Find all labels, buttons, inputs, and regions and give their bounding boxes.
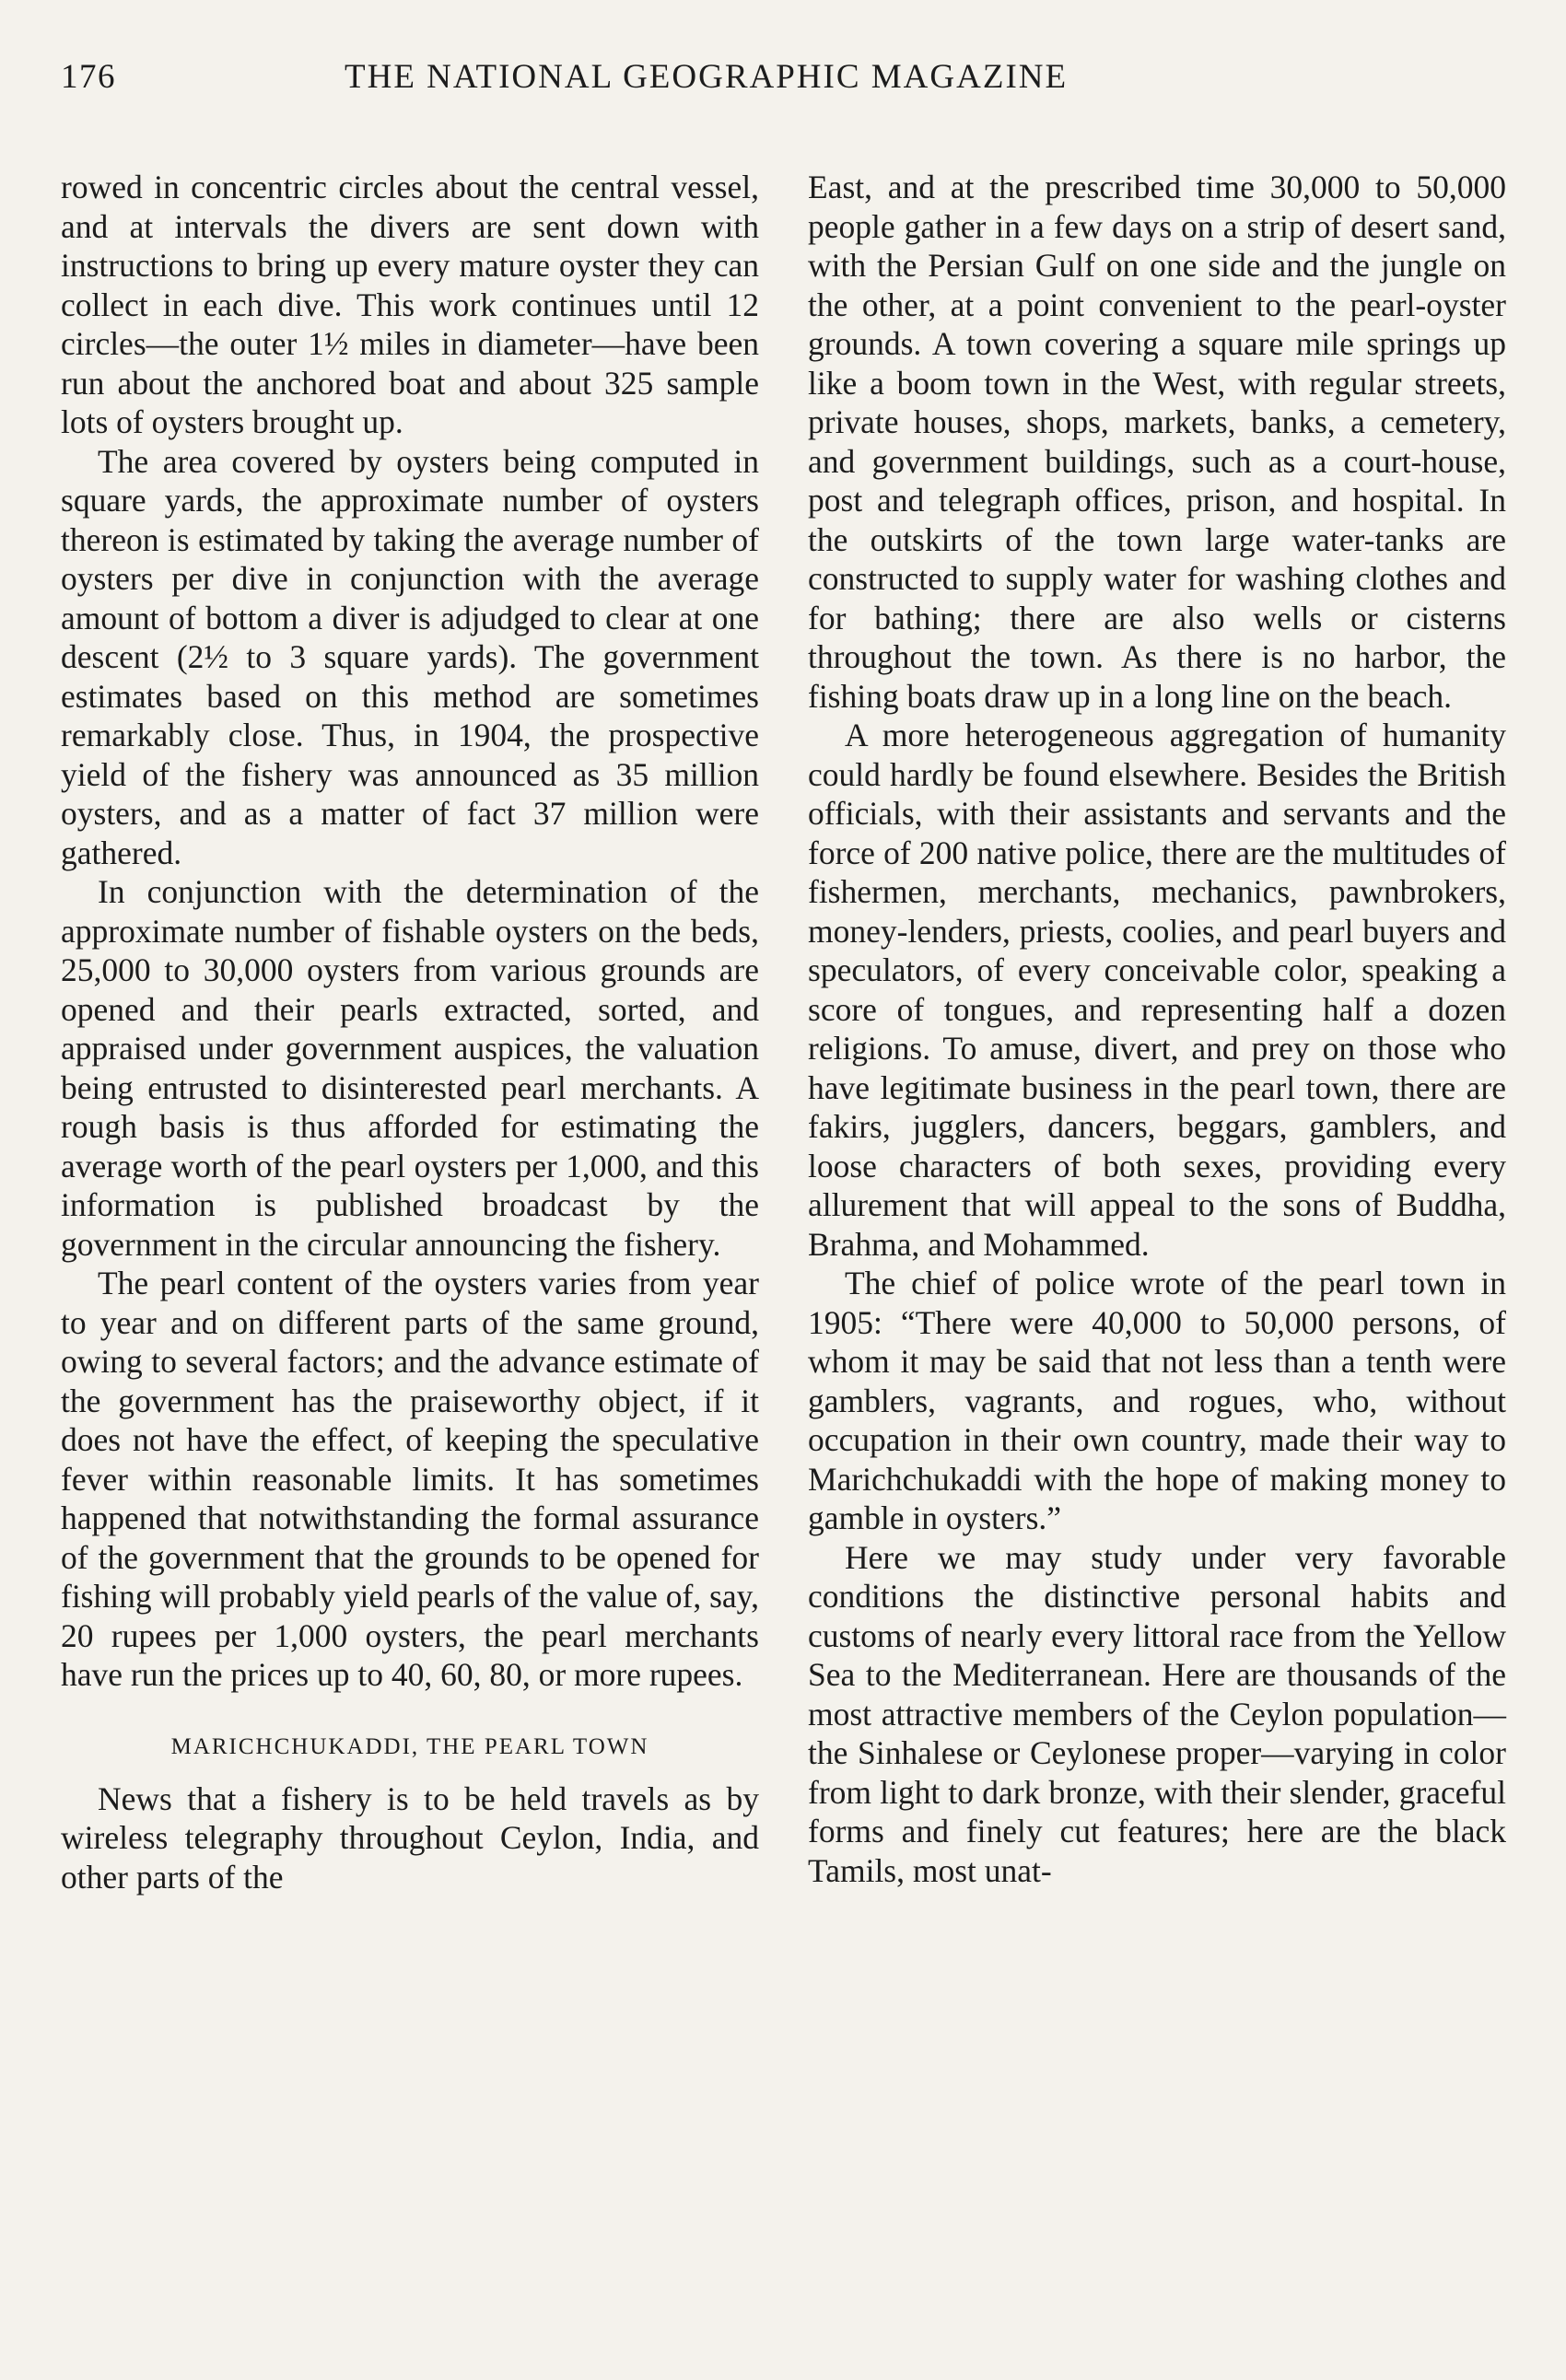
paragraph: Here we may study under very favorable conditions the distinctive personal habits and customs of nearly every littoral race from the Yellow Sea to the Mediterranean. Here are thousands of the most attractive members of the Ceylon population—the Sinhalese or Ceylonese proper—varying in color from light to dark bronze, with their slender, graceful forms and finely cut features; here are the black Tamils, most unat- [808,1538,1506,1889]
page-header [61,57,1525,112]
left-column [61,168,759,2360]
paragraph: In conjunction with the determination of the approximate number of fishable oysters on the beds, 25,000 to 30,000 oysters from various grounds are opened and their pearls extracted, sorted, and appraised under government auspices, the valuation being entrusted to disinterested pearl merchants. A rough basis is thus afforded for estimating the average worth of the pearl oysters per 1,000, and this information is published broadcast by the government in the circular announcing the fishery. [61,873,759,1263]
paragraph: The chief of police wrote of the pearl town in 1905: “There were 40,000 to 50,000 persons, of whom it may be said that not less than a tenth were gamblers, vagrants, and rogues, who, without occupation in their own country, made their way to Marichchukaddi with the hope of making money to gamble in oysters.” [808,1265,1506,1536]
section-heading: MARICHCHUKADDI, THE PEARL TOWN [170,1733,649,1759]
paragraph: A more heterogeneous aggregation of humanity could hardly be found elsewhere. Besides the British officials, with their assistants and servants and the force of 200 native police, there are the multitudes of fishermen, merchants, mechanics, pawnbrokers, money-lenders, priests, coolies, and pearl buyers and speculators, of every conceivable color, speaking a score of tongues, and representing half a dozen religions. To amuse, divert, and prey on those who have legitimate business in the pearl town, there are fakirs, jugglers, dancers, beggars, gamblers, and loose characters of both sexes, providing every allurement that will appeal to the sons of Buddha, Brahma, and Mohammed. [808,717,1506,1263]
running-title: THE NATIONAL GEOGRAPHIC MAGAZINE [345,58,1069,96]
paragraph: News that a fishery is to be held travels as by wireless telegraphy throughout Ceylon, India, and other parts of the [61,1779,759,1896]
right-column [808,168,1506,2360]
paragraph: East, and at the prescribed time 30,000 to 50,000 people gather in a few days on a strip of desert sand, with the Persian Gulf on one side and the jungle on the other, at a point convenient to the pearl-oyster grounds. A town covering a square mile springs up like a boom town in the West, with regular streets, private houses, shops, markets, banks, a cemetery, and government buildings, such as a court-house, post and telegraph offices, prison, and hospital. In the outskirts of the town large water-tanks are constructed to supply water for washing clothes and for bathing; there are also wells or cisterns throughout the town. As there is no harbor, the fishing boats draw up in a long line on the beach. [808,169,1506,715]
paragraph: The pearl content of the oysters varies from year to year and on different parts of the same ground, owing to several factors; and the advance estimate of the government has the praiseworthy object, if it does not have the effect, of keeping the speculative fever within reasonable limits. It has sometimes happened that notwithstanding the formal assurance of the government that the grounds to be opened for fishing will probably yield pearls of the value of, say, 20 rupees per 1,000 oysters, the pearl merchants have run the prices up to 40, 60, 80, or more rupees. [61,1265,759,1693]
paragraph: The area covered by oysters being computed in square yards, the approximate number of oysters thereon is estimated by taking the average number of oysters per dive in conjunction with the average amount of bottom a diver is adjudged to clear at one descent (2½ to 3 square yards). The government estimates based on this method are sometimes remarkably close. Thus, in 1904, the prospective yield of the fishery was announced as 35 million oysters, and as a matter of fact 37 million were gathered. [61,442,759,871]
page-number: 176 [61,58,116,96]
paragraph: rowed in concentric circles about the central vessel, and at intervals the divers are sent down with instructions to bring up every mature oyster they can collect in each dive. This work continues until 12 circles—the outer 1½ miles in diameter—have been run about the anchored boat and about 325 sample lots of oysters brought up. [61,169,759,440]
